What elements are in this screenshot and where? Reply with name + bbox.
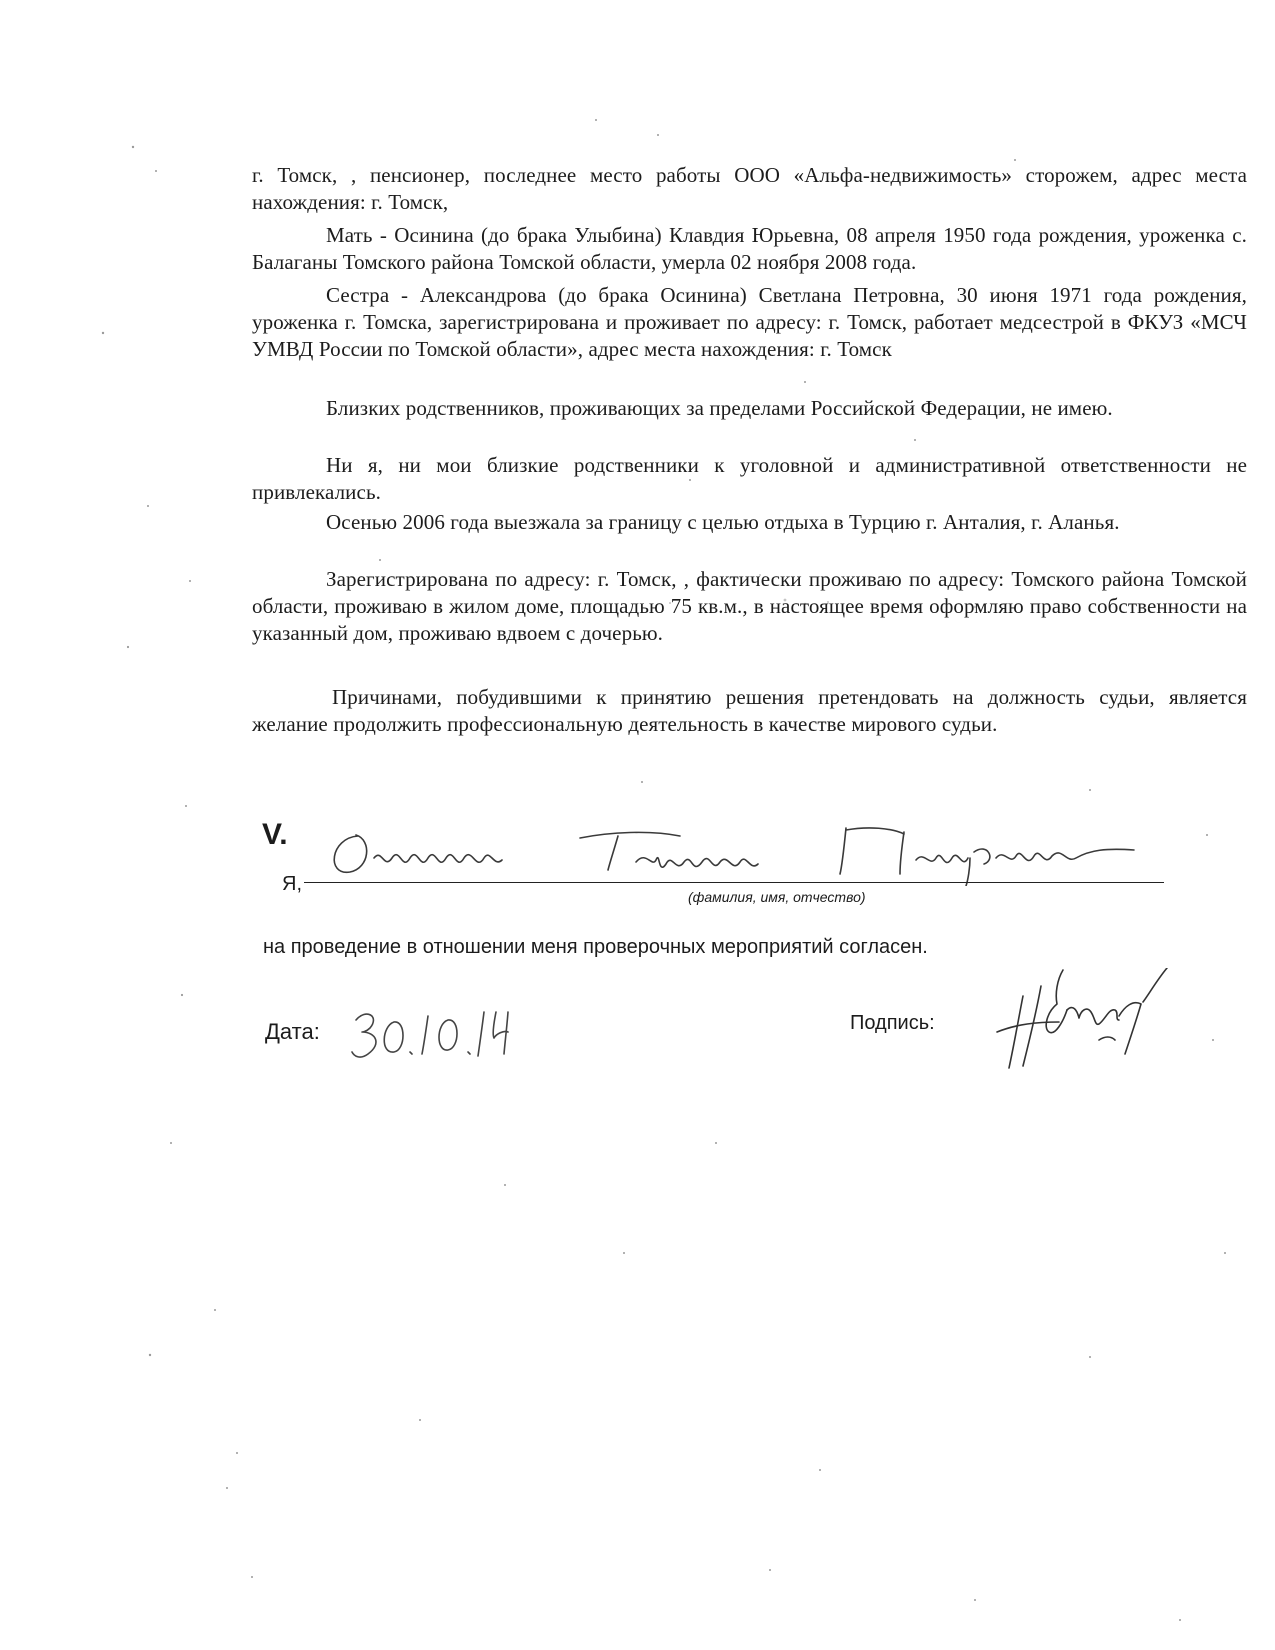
ya-label: Я, [282,873,302,895]
paragraph-motivation: Причинами, побудившими к принятию решения претендовать на должность судьи, является желание продолжить профессиональную деятельность в качестве мирового судьи. [252,685,1247,736]
paragraph-sister: Сестра - Александрова (до брака Осинина) Светлана Петровна, 30 июня 1971 года рождения, уроженка г. Томска, зарегистрирована и проживает по адресу: г. Томск, работает медсестрой в ФКУЗ «МСЧ УМВД России по Томской области», адрес места нахождения: г. Томск [252,283,1247,361]
name-underline [304,882,1164,883]
signature [993,968,1183,1078]
paragraph-father-work: г. Томск, , пенсионер, последнее место работы ООО «Альфа-недвижимость» сторожем, адрес места нахождения: г. Томск, [252,163,1247,214]
name-caption: (фамилия, имя, отчество) [688,889,866,905]
paragraph-residence: Зарегистрирована по адресу: г. Томск, , фактически проживаю по адресу: Томского района Томской области, проживаю в жилом доме, площадью 75 кв.м., в настоящее время оформляю право собственности на указанный дом, проживаю вдвоем с дочерью. [252,567,1247,645]
section-number: V. [262,818,288,851]
signature-label: Подпись: [850,1012,935,1034]
consent-text: на проведение в отношении меня проверочных мероприятий согласен. [263,936,928,958]
handwritten-full-name [318,818,1168,886]
paragraph-relatives-abroad: Близких родственников, проживающих за пределами Российской Федерации, не имею. [326,396,1113,420]
paragraph-no-liability: Ни я, ни мои близкие родственники к уголовной и административной ответственности не привлекались. [252,453,1247,504]
handwritten-date [350,998,520,1066]
date-label: Дата: [265,1019,320,1044]
paragraph-mother: Мать - Осинина (до брака Улыбина) Клавдия Юрьевна, 08 апреля 1950 года рождения, уроженка с. Балаганы Томского района Томской области, умерла 02 ноября 2008 года. [252,223,1247,274]
paragraph-travel: Осенью 2006 года выезжала за границу с целью отдыха в Турцию г. Анталия, г. Аланья. [326,510,1120,534]
